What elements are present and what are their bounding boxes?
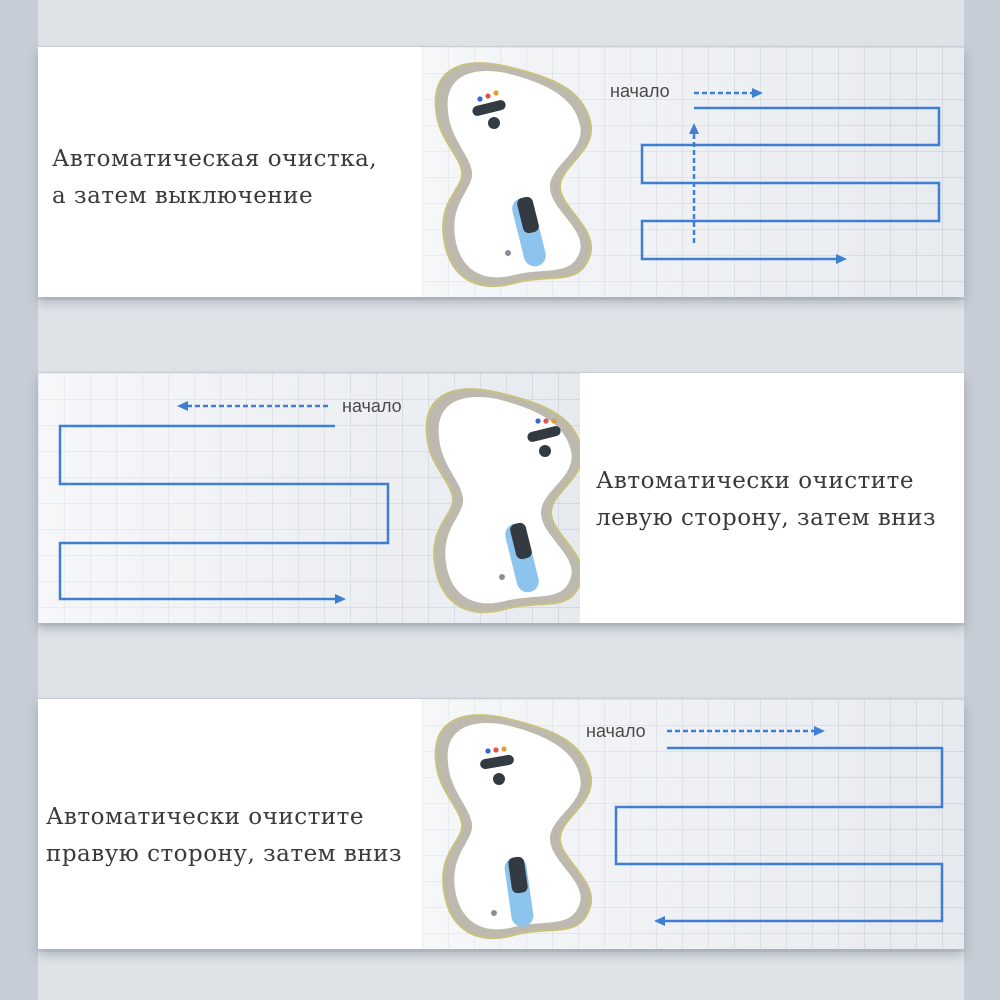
description-box bbox=[38, 699, 422, 949]
cleaning-path-scene bbox=[422, 699, 964, 949]
mode-description bbox=[46, 799, 402, 873]
description-box bbox=[580, 373, 964, 623]
mode-panel-auto-off bbox=[38, 47, 964, 297]
description-box bbox=[38, 47, 422, 297]
cleaning-path bbox=[60, 401, 388, 604]
cleaning-path-scene bbox=[422, 47, 964, 297]
description-line-2: а затем выключение bbox=[52, 183, 314, 209]
separator-band-2 bbox=[38, 626, 964, 698]
window-cleaning-robot-icon bbox=[427, 389, 580, 612]
arrow-head bbox=[814, 726, 825, 736]
cleaning-path-scene bbox=[38, 373, 580, 623]
start-label: начало bbox=[586, 721, 646, 741]
window-cleaning-robot-icon bbox=[436, 715, 591, 938]
arrow-head bbox=[689, 123, 699, 134]
arrow-head bbox=[836, 254, 847, 264]
cleaning-path bbox=[616, 726, 942, 926]
mode-panel-right-down bbox=[38, 699, 964, 949]
cleaning-path-diagram bbox=[422, 47, 964, 297]
arrow-head bbox=[177, 401, 188, 411]
top-band bbox=[38, 0, 964, 46]
description-line-1: Автоматически очистите bbox=[596, 468, 914, 494]
arrow-head bbox=[752, 88, 763, 98]
description-line-1: Автоматическая очистка, bbox=[52, 146, 378, 172]
cleaning-path bbox=[642, 88, 939, 264]
separator-band-1 bbox=[38, 300, 964, 372]
arrow-head bbox=[654, 916, 665, 926]
description-line-2: правую сторону, затем вниз bbox=[46, 841, 403, 867]
frame-edge-right bbox=[964, 0, 1000, 1000]
description-line-2: левую сторону, затем вниз bbox=[596, 505, 936, 531]
start-label: начало bbox=[610, 81, 670, 101]
start-label: начало bbox=[342, 396, 402, 416]
mode-description bbox=[52, 141, 377, 215]
cleaning-path-diagram bbox=[38, 373, 580, 623]
frame-edge-left bbox=[0, 0, 38, 1000]
window-cleaning-robot-icon bbox=[436, 63, 591, 286]
description-line-1: Автоматически очистите bbox=[46, 804, 364, 830]
cleaning-path-diagram bbox=[422, 699, 964, 949]
mode-description bbox=[596, 463, 936, 537]
bottom-band bbox=[38, 952, 964, 1000]
arrow-head bbox=[335, 594, 346, 604]
mode-panel-left-down bbox=[38, 373, 964, 623]
